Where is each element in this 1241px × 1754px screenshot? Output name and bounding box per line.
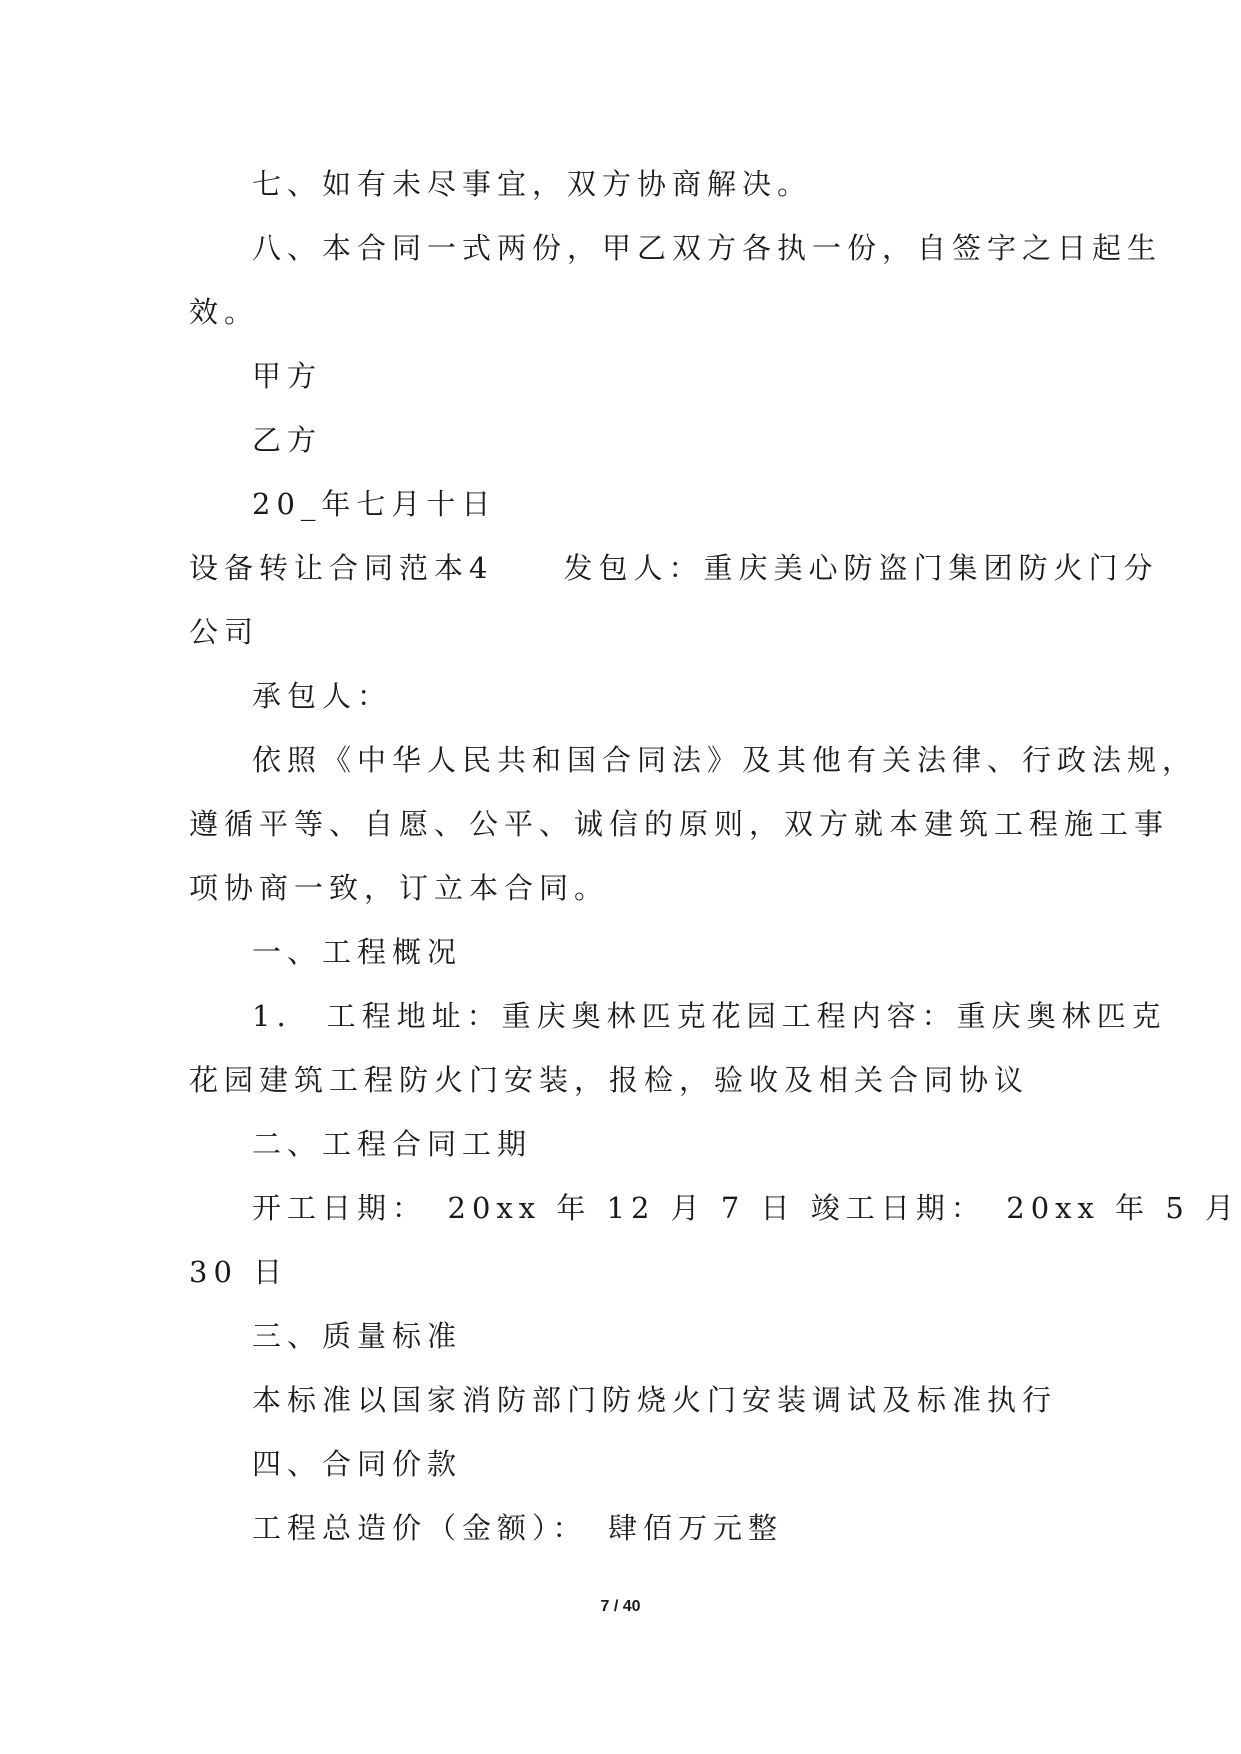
employer-continued: 公司 [189, 615, 260, 649]
schedule-dates-continued: 30 日 [189, 1255, 289, 1289]
section-2-heading: 二、工程合同工期 [252, 1127, 533, 1161]
signing-date: 20_年七月十日 [252, 487, 497, 521]
total-price: 工程总造价（金额）： 肆佰万元整 [252, 1511, 784, 1545]
preamble-line-2: 遵循平等、自愿、公平、诚信的原则，双方就本建筑工程施工事 [189, 807, 1170, 841]
section-1-item-1-continued: 花园建筑工程防火门安装，报检，验收及相关合同协议 [189, 1063, 1030, 1097]
contractor-label: 承包人： [252, 679, 393, 713]
section-3-heading: 三、质量标准 [252, 1319, 463, 1353]
page-number: 7 / 40 [600, 1598, 641, 1615]
preamble-line-1: 依照《中华人民共和国合同法》及其他有关法律、行政法规， [252, 743, 1198, 777]
quality-standard-text: 本标准以国家消防部门防烧火门安装调试及标准执行 [252, 1383, 1058, 1417]
preamble-line-3: 项协商一致，订立本合同。 [189, 871, 610, 905]
clause-8-continued: 效。 [189, 295, 260, 329]
schedule-dates: 开工日期： 20xx 年 12 月 7 日 竣工日期： 20xx 年 5 月 [252, 1191, 1240, 1225]
clause-8: 八、本合同一式两份，甲乙双方各执一份，自签字之日起生 [252, 231, 1163, 265]
contract-title-and-employer: 设备转让合同范本4 发包人：重庆美心防盗门集团防火门分 [189, 551, 1159, 585]
section-1-heading: 一、工程概况 [252, 935, 463, 969]
section-4-heading: 四、合同价款 [252, 1447, 463, 1481]
party-a-label: 甲方 [252, 359, 323, 393]
clause-7: 七、如有未尽事宜，双方协商解决。 [252, 167, 813, 201]
section-1-item-1: 1. 工程地址：重庆奥林匹克花园工程内容：重庆奥林匹克 [252, 999, 1167, 1033]
party-b-label: 乙方 [252, 423, 323, 457]
